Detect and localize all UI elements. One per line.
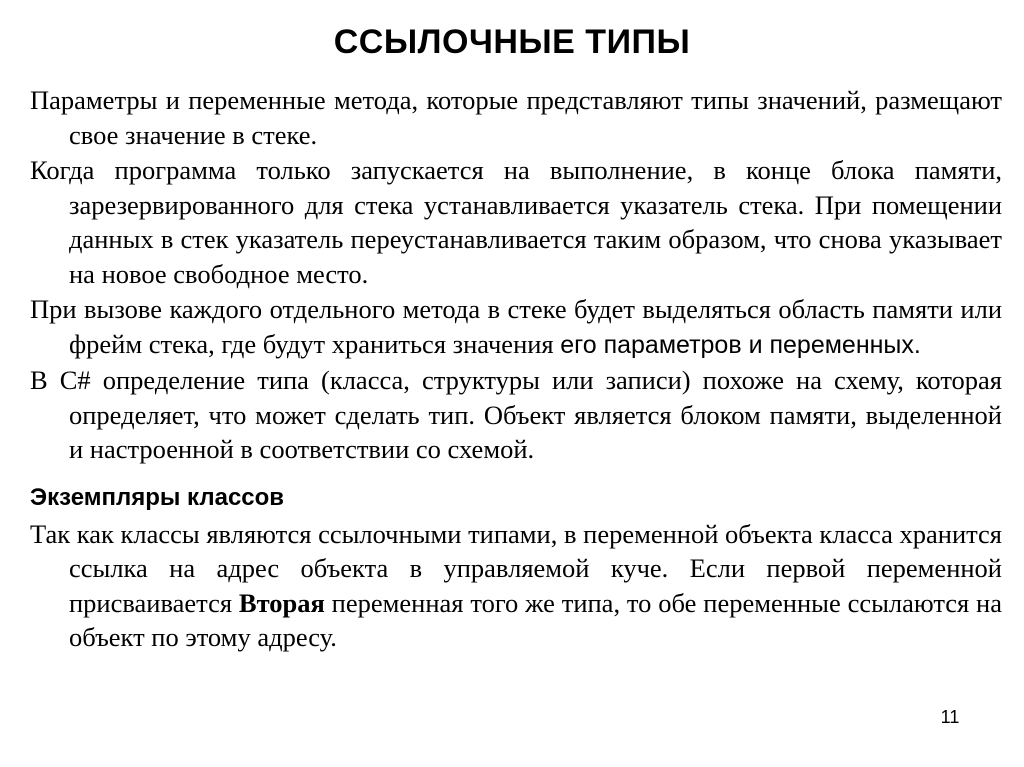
paragraph-value-types: Параметры и переменные метода, которые представляют типы значений, размещают свое значение в стеке. <box>30 85 1002 150</box>
subheading-class-instances: Экземпляры классов <box>30 483 285 511</box>
paragraph-class-references <box>30 517 1002 655</box>
paragraph-stack-frame-sans: его параметров и переменных. <box>560 330 921 359</box>
paragraph-stack-frame-serif: При вызове каждого отдельного метода в стеке будет выделяться область памяти или фрейм стека, где будут храниться значения <box>30 294 1002 359</box>
bold-word-second: Вторая <box>238 587 325 618</box>
page-number: 11 <box>940 707 960 727</box>
paragraph-type-definition: В C# определение типа (класса, структуры или записи) похоже на схему, которая определяет, что может сделать тип. Объект является блоком памяти, выделенной и настроенной в соответствии со схемой. <box>30 365 1002 464</box>
paragraph-stack-frame <box>30 292 1002 362</box>
paragraph-class-references-end: переменная того же типа, то обе переменные ссылаются на объект по этому адресу. <box>69 587 1002 652</box>
paragraph-class-references-start: Так как классы являются ссылочными типами, в переменной объекта класса хранится ссылка на адрес объекта в управляемой куче. Если первой переменной присваивается <box>30 518 1002 618</box>
slide-title: ССЫЛОЧНЫЕ ТИПЫ <box>333 23 691 61</box>
paragraph-stack-pointer: Когда программа только запускается на выполнение, в конце блока памяти, зарезервированного для стека устанавливается указатель стека. При помещении данных в стек указатель переустанавливается таким образом, что снова указывает на новое свободное место. <box>30 155 1002 289</box>
slide-content <box>30 83 1002 656</box>
